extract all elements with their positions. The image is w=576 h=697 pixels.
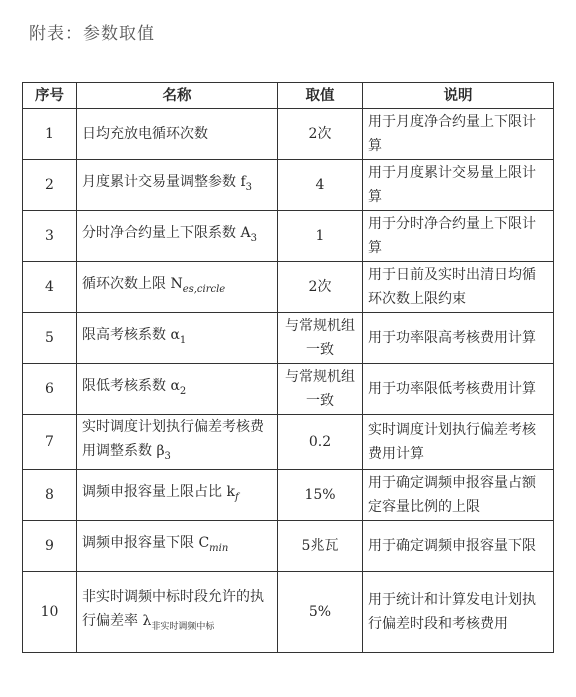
row-name — [77, 571, 278, 652]
row-no: 10 — [23, 571, 77, 652]
row-value: 4 — [278, 160, 363, 211]
row-desc: 用于确定调频申报容量下限 — [363, 520, 554, 571]
row-name-subscript: 2 — [179, 385, 187, 397]
row-no: 7 — [23, 415, 77, 470]
row-name-text: 限低考核系数 α — [82, 378, 180, 395]
table-row — [23, 364, 554, 415]
table-row — [23, 520, 554, 571]
table-row — [23, 160, 554, 211]
row-name — [77, 415, 278, 470]
row-no: 9 — [23, 520, 77, 571]
row-name-text: 分时净合约量上下限系数 A — [82, 225, 251, 242]
row-name-subscript: 1 — [179, 334, 187, 346]
row-desc: 用于功率限高考核费用计算 — [363, 313, 554, 364]
row-name-subscript: f — [234, 491, 239, 503]
row-value: 1 — [278, 211, 363, 262]
table-row — [23, 469, 554, 520]
row-name — [77, 313, 278, 364]
row-name-subscript: min — [209, 542, 229, 554]
parameter-table — [22, 82, 554, 653]
row-desc: 用于功率限低考核费用计算 — [363, 364, 554, 415]
header-name: 名称 — [77, 83, 278, 109]
row-name-text: 调频申报容量下限 C — [82, 534, 210, 551]
table-row — [23, 211, 554, 262]
table-row — [23, 109, 554, 160]
row-name-subscript: 3 — [250, 232, 257, 244]
table-row — [23, 415, 554, 470]
row-no: 4 — [23, 262, 77, 313]
table-row — [23, 571, 554, 652]
row-value: 2次 — [278, 262, 363, 313]
row-no: 3 — [23, 211, 77, 262]
row-name — [77, 160, 278, 211]
table-row — [23, 313, 554, 364]
row-name — [77, 469, 278, 520]
row-desc: 用于日前及实时出清日均循环次数上限约束 — [363, 262, 554, 313]
row-no: 8 — [23, 469, 77, 520]
row-name-text: 非实时调频中标时段允许的执行偏差率 λ — [82, 588, 264, 629]
row-name-text: 循环次数上限 N — [82, 276, 183, 293]
row-desc: 用于确定调频申报容量占额定容量比例的上限 — [363, 469, 554, 520]
row-name — [77, 109, 278, 160]
row-name-text: 限高考核系数 α — [82, 327, 180, 344]
row-desc: 实时调度计划执行偏差考核费用计算 — [363, 415, 554, 470]
row-value: 与常规机组一致 — [278, 364, 363, 415]
row-value: 2次 — [278, 109, 363, 160]
row-name-subscript: 3 — [164, 450, 171, 462]
row-desc: 用于月度净合约量上下限计算 — [363, 109, 554, 160]
row-value: 与常规机组一致 — [278, 313, 363, 364]
row-no: 5 — [23, 313, 77, 364]
row-name — [77, 211, 278, 262]
row-name-subscript: es,circle — [182, 283, 226, 295]
row-no: 2 — [23, 160, 77, 211]
row-desc: 用于统计和计算发电计划执行偏差时段和考核费用 — [363, 571, 554, 652]
row-value: 0.2 — [278, 415, 363, 470]
row-desc: 用于分时净合约量上下限计算 — [363, 211, 554, 262]
row-name — [77, 520, 278, 571]
row-value: 15% — [278, 469, 363, 520]
page-caption: 附表：参数取值 — [29, 24, 155, 44]
row-name — [77, 262, 278, 313]
row-desc: 用于月度累计交易量上限计算 — [363, 160, 554, 211]
header-desc: 说明 — [363, 83, 554, 109]
table-header-row — [23, 83, 554, 109]
table-row — [23, 262, 554, 313]
row-value: 5兆瓦 — [278, 520, 363, 571]
row-name-subscript: 3 — [245, 181, 253, 193]
row-name-text: 调频申报容量上限占比 k — [82, 483, 235, 500]
row-name — [77, 364, 278, 415]
row-name-text: 日均充放电循环次数 — [82, 126, 208, 142]
row-name-subscript: 非实时调频中标 — [151, 621, 215, 632]
header-value: 取值 — [278, 83, 363, 109]
header-no: 序号 — [23, 83, 77, 109]
row-value: 5% — [278, 571, 363, 652]
row-no: 6 — [23, 364, 77, 415]
row-name-text: 月度累计交易量调整参数 f — [82, 174, 246, 191]
row-name-text: 实时调度计划执行偏差考核费用调整系数 β — [82, 419, 264, 459]
row-no: 1 — [23, 109, 77, 160]
